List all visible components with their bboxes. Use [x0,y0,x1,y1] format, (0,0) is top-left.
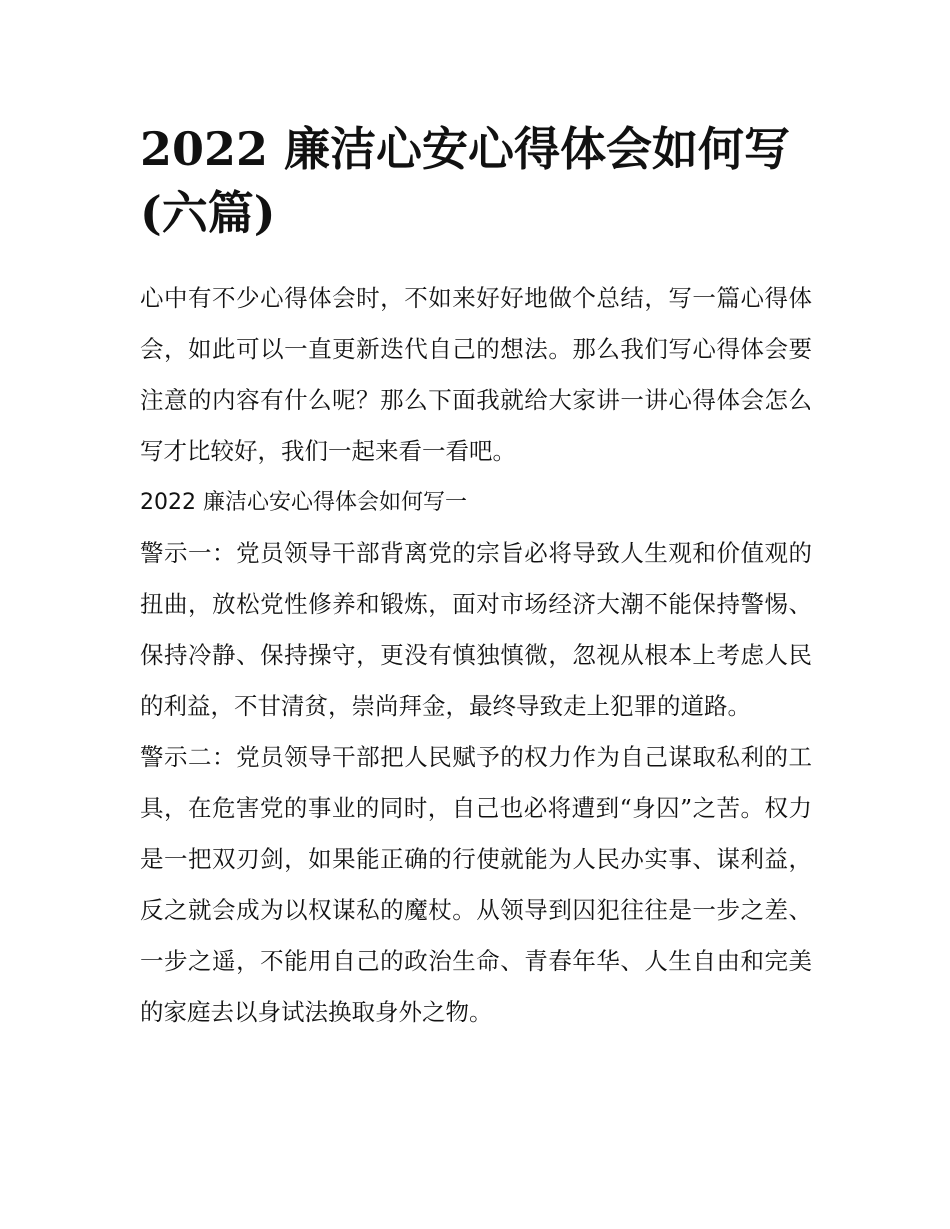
document-page [140,0,812,1038]
document-title: 2022 廉洁心安心得体会如何写(六篇) [140,122,791,240]
warning-two-paragraph: 警示二：党员领导干部把人民赋予的权力作为自己谋取私利的工具，在危害党的事业的同时，自己也必将遭到“身囚”之苦。权力是一把双刃剑，如果能正确的行使就能为人民办实事、谋利益，反之就会成为以权谋私的魔杖。从领导到囚犯往往是一步之差、一步之遥，不能用自己的政治生命、青春年华、人生自由和完美的家庭去以身试法换取身外之物。 [140,743,812,1026]
warning-one-paragraph: 警示一：党员领导干部背离党的宗旨必将导致人生观和价值观的扭曲，放松党性修养和锻炼，面对市场经济大潮不能保持警惕、保持冷静、保持操守，更没有慎独慎微，忽视从根本上考虑人民的利益，不甘清贫，崇尚拜金，最终导致走上犯罪的道路。 [140,539,812,720]
section-heading: 2022 廉洁心安心得体会如何写一 [140,490,467,515]
intro-paragraph: 心中有不少心得体会时，不如来好好地做个总结，写一篇心得体会，如此可以一直更新迭代自己的想法。那么我们写心得体会要注意的内容有什么呢？那么下面我就给大家讲一讲心得体会怎么写才比较好，我们一起来看一看吧。 [140,284,812,465]
